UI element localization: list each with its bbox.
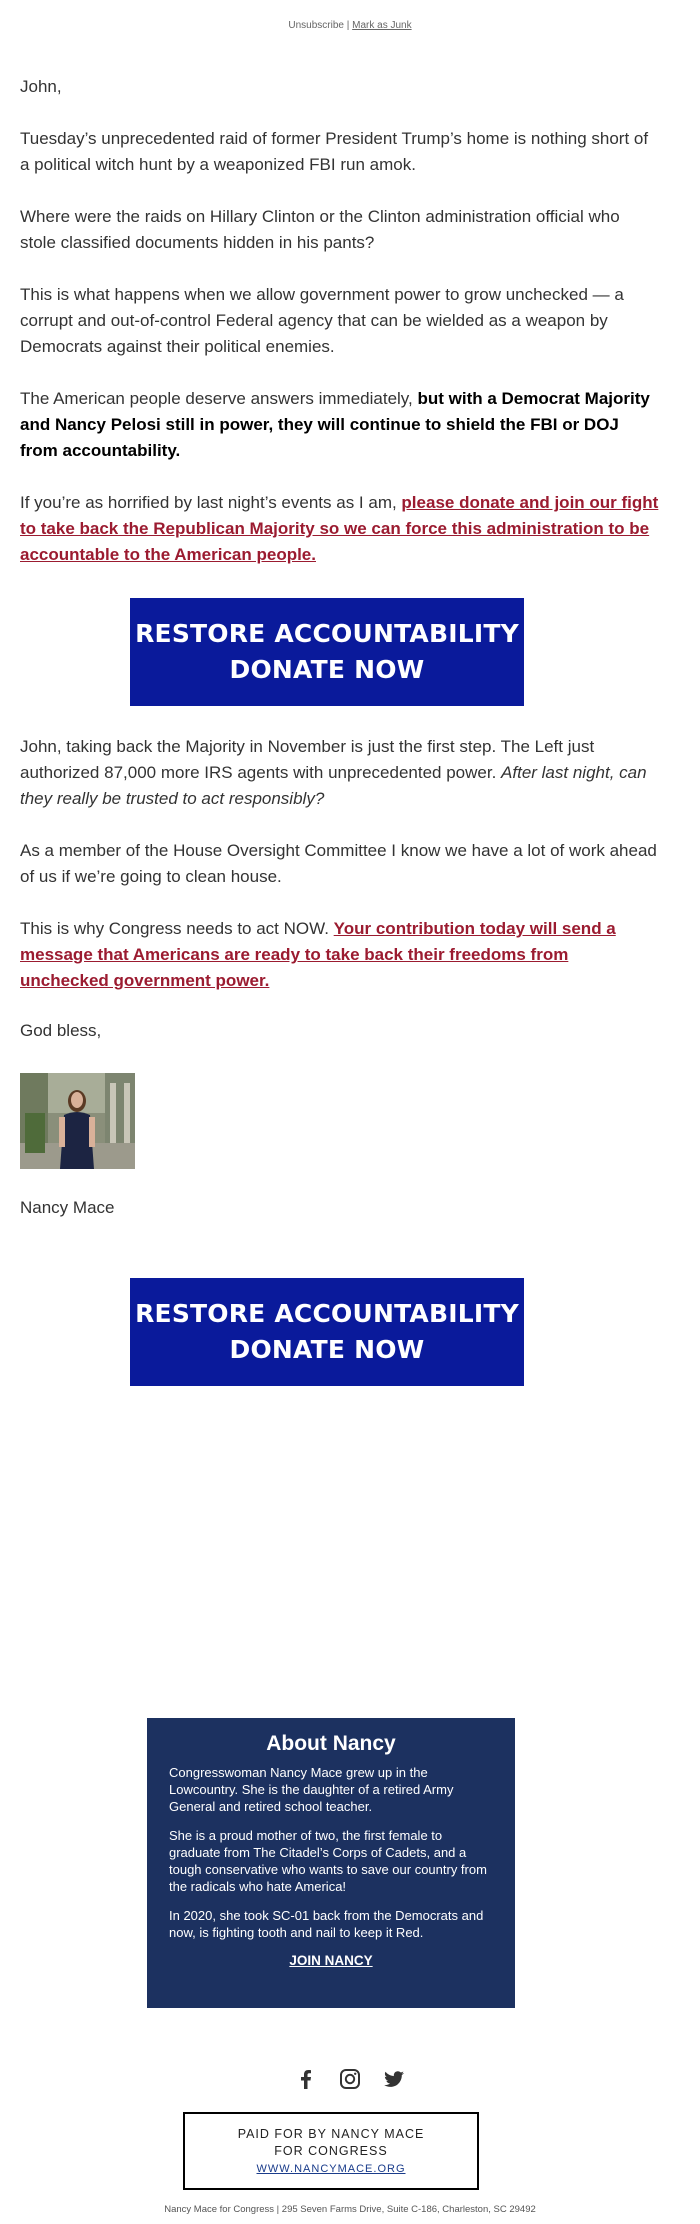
- paid-for-line-2: FOR CONGRESS: [274, 2144, 388, 2158]
- facebook-icon[interactable]: [295, 2068, 317, 2090]
- answers-bold-text: but with a Democrat Majority and Nancy Pelosi still in power, they will continue to shield the FBI or DOJ from accountability.: [20, 389, 650, 460]
- paragraph-majority: [20, 734, 660, 812]
- mark-as-junk-link[interactable]: Mark as Junk: [352, 20, 412, 31]
- letter-body-continued: [20, 734, 660, 1020]
- contribution-link[interactable]: Your contribution today will send a message that Americans are ready to take back their freedoms from unchecked government power.: [20, 919, 616, 990]
- majority-text: John, taking back the Majority in November is just the first step. The Left just authorized 87,000 more IRS agents with unprecedented power.: [20, 737, 595, 782]
- donate-now-button-bottom[interactable]: [130, 1278, 524, 1386]
- about-title: About Nancy: [266, 1732, 396, 1755]
- footer-address: Nancy Mace for Congress | 295 Seven Farms Drive, Suite C-186, Charleston, SC 29492: [164, 2204, 536, 2215]
- donate-link[interactable]: please donate and join our fight to take back the Republican Majority so we can force this administration to be accountable to the American people.: [20, 493, 659, 564]
- join-nancy-link[interactable]: JOIN NANCY: [289, 1953, 373, 1968]
- cta-line-1: RESTORE ACCOUNTABILITY: [135, 619, 519, 648]
- paragraph-donate: [20, 490, 660, 568]
- top-links-separator: |: [346, 20, 350, 31]
- twitter-icon[interactable]: [383, 2068, 405, 2090]
- cta-line-2: DONATE NOW: [229, 655, 425, 684]
- social-links: [0, 2068, 700, 2090]
- about-paragraph-2: She is a proud mother of two, the first female to graduate from The Citadel’s Corps of Cadets, and a tough conservative who wants to save our country from the radicals who hate America!: [169, 1828, 487, 1894]
- signature: Nancy Mace: [20, 1198, 115, 1217]
- paragraph-contribution: [20, 916, 660, 994]
- paid-for-box: [183, 2112, 479, 2190]
- top-links: [0, 20, 700, 31]
- answers-text: The American people deserve answers immediately,: [20, 389, 418, 408]
- cta-line-2: DONATE NOW: [229, 1335, 425, 1364]
- website-link[interactable]: WWW.NANCYMACE.ORG: [256, 2163, 406, 2175]
- about-nancy-box: [147, 1718, 515, 2008]
- paragraph-clinton: Where were the raids on Hillary Clinton or the Clinton administration official who stole classified documents hidden in his pants?: [20, 207, 620, 252]
- paid-for-line-1: PAID FOR BY NANCY MACE: [237, 2127, 425, 2141]
- unsubscribe-link[interactable]: Unsubscribe: [288, 20, 344, 31]
- paragraph-oversight: As a member of the House Oversight Committee I know we have a lot of work ahead of us if we’re going to clean house.: [20, 841, 657, 886]
- majority-italic-text: After last night, can they really be trusted to act responsibly?: [20, 763, 647, 808]
- donate-lead-text: If you’re as horrified by last night’s events as I am,: [20, 493, 402, 512]
- paragraph-raid: Tuesday’s unprecedented raid of former President Trump’s home is nothing short of a political witch hunt by a weaponized FBI run amok.: [20, 129, 649, 174]
- closing: God bless,: [20, 1021, 102, 1040]
- contribution-lead-text: This is why Congress needs to act NOW.: [20, 919, 334, 938]
- instagram-icon[interactable]: [339, 2068, 361, 2090]
- paragraph-answers: [20, 386, 660, 464]
- nancy-mace-photo: [20, 1073, 135, 1169]
- cta-line-1: RESTORE ACCOUNTABILITY: [135, 1299, 519, 1328]
- donate-now-button-top[interactable]: [130, 598, 524, 706]
- about-paragraph-1: Congresswoman Nancy Mace grew up in the Lowcountry. She is the daughter of a retired Army General and retired school teacher.: [169, 1765, 454, 1814]
- greeting: John,: [20, 77, 62, 96]
- paragraph-government-power: This is what happens when we allow government power to grow unchecked — a corrupt and out-of-control Federal agency that can be wielded as a weapon by Democrats against their political enemies.: [20, 285, 624, 356]
- letter-body: [20, 74, 660, 594]
- about-paragraph-3: In 2020, she took SC-01 back from the Democrats and now, is fighting tooth and nail to keep it Red.: [169, 1908, 484, 1940]
